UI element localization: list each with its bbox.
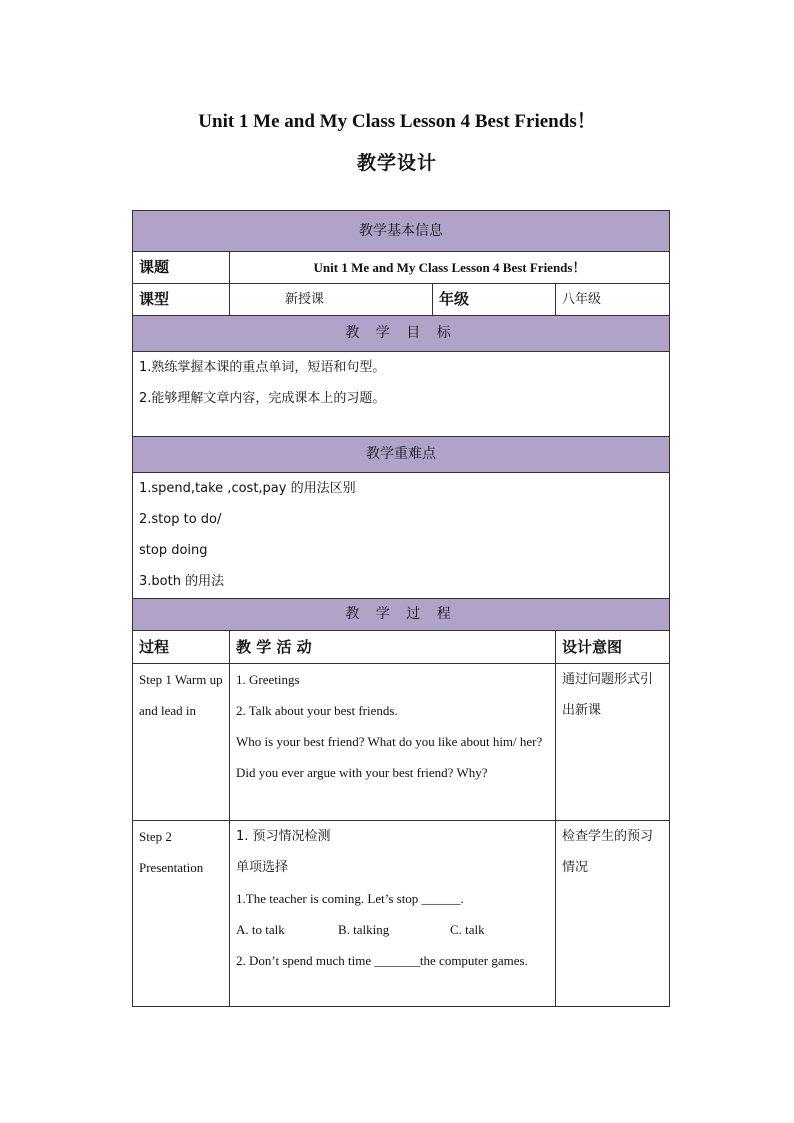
key-points-content	[133, 473, 670, 599]
step-label: Step 1 Warm up and lead in	[139, 672, 223, 718]
grade-label: 年级	[433, 284, 556, 316]
grade-value: 八年级	[556, 284, 670, 316]
document-subtitle: 教学设计	[356, 152, 437, 174]
activity-line: 单项选择	[236, 860, 289, 875]
option-c: C. talk	[450, 922, 485, 937]
type-value: 新授课	[230, 284, 433, 316]
goals-header: 教 学 目 标	[133, 316, 670, 352]
topic-value: Unit 1 Me and My Class Lesson 4 Best Friends！	[230, 252, 670, 284]
intent-cell	[556, 664, 670, 821]
activity-cell	[230, 664, 556, 821]
activity-line: 1. Greetings	[236, 672, 300, 687]
step-cell	[133, 664, 230, 821]
column-header-intent: 设计意图	[556, 631, 670, 664]
option-b: B. talking	[338, 922, 390, 937]
activity-line: 1. 预习情况检测	[236, 829, 331, 844]
basic-info-header: 教学基本信息	[133, 211, 670, 252]
intent-text: 通过问题形式引出新课	[562, 672, 654, 718]
goals-content	[133, 352, 670, 437]
topic-label: 课题	[133, 252, 230, 284]
key-point-item: 3.both 的用法	[139, 574, 225, 589]
process-header: 教 学 过 程	[133, 599, 670, 631]
key-points-header: 教学重难点	[133, 437, 670, 473]
key-point-item: stop doing	[139, 543, 208, 558]
lesson-plan-table	[132, 210, 670, 1007]
goal-item: 1.熟练掌握本课的重点单词，短语和句型。	[139, 360, 386, 375]
step-label: Presentation	[139, 860, 204, 875]
key-point-item: 1.spend,take ,cost,pay 的用法区别	[139, 481, 356, 496]
option-a: A. to talk	[236, 922, 285, 937]
activity-line: 2. Talk about your best friends.	[236, 703, 398, 718]
intent-cell	[556, 821, 670, 1007]
document-title: Unit 1 Me and My Class Lesson 4 Best Friends！	[198, 111, 596, 132]
activity-line: 2. Don’t spend much time _______the computer games.	[236, 953, 528, 968]
type-label: 课型	[133, 284, 230, 316]
activity-cell	[230, 821, 556, 1007]
activity-line: 1.The teacher is coming. Let’s stop ______.	[236, 891, 464, 906]
key-point-item: 2.stop to do/	[139, 512, 222, 527]
step-label: Step 2	[139, 829, 172, 844]
options-line	[236, 914, 549, 945]
column-header-activity: 教 学 活 动	[230, 631, 556, 664]
goal-item: 2.能够理解文章内容，完成课本上的习题。	[139, 391, 386, 406]
activity-line: Who is your best friend? What do you like about him/ her?	[236, 734, 543, 749]
column-header-step: 过程	[133, 631, 230, 664]
intent-text: 检查学生的预习情况	[562, 829, 654, 875]
step-cell	[133, 821, 230, 1007]
activity-line: Did you ever argue with your best friend? Why?	[236, 765, 488, 780]
